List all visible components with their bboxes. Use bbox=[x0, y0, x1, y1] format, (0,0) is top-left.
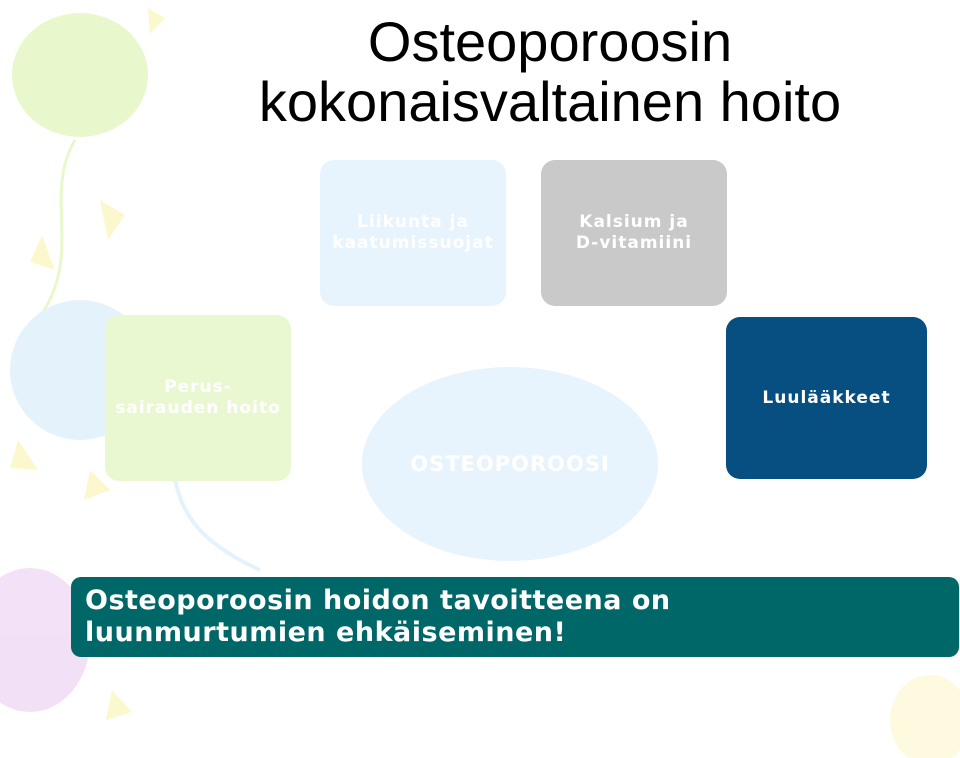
box-luulaakkeet bbox=[726, 317, 927, 479]
page-title-line1: Osteoporoosin bbox=[367, 10, 733, 73]
balloon-green-top bbox=[12, 13, 148, 137]
confetti-shape bbox=[148, 8, 165, 34]
box-luulaakkeet-line1: Luulääkkeet bbox=[762, 387, 891, 408]
center-ellipse-osteoporoosi bbox=[362, 367, 658, 561]
box-liikunta bbox=[320, 160, 506, 306]
box-kalsium-line2: D-vitamiini bbox=[575, 233, 693, 253]
balloon-yellow-corner bbox=[890, 675, 960, 758]
box-perus-line2: sairauden hoito bbox=[115, 398, 281, 418]
box-kalsium bbox=[541, 160, 727, 306]
box-liikunta-line1: Liikunta ja bbox=[357, 212, 469, 232]
confetti-shape bbox=[100, 200, 125, 240]
page-title bbox=[170, 12, 930, 132]
confetti-shape bbox=[84, 470, 110, 500]
confetti-shape bbox=[10, 440, 38, 470]
confetti-shape bbox=[30, 235, 55, 270]
goal-line1: Osteoporoosin hoidon tavoitteena on bbox=[85, 585, 671, 616]
goal-line2: luunmurtumien ehkäiseminen! bbox=[85, 617, 567, 648]
box-perus-line1: Perus- bbox=[164, 377, 232, 397]
confetti-shape bbox=[106, 690, 132, 720]
box-kalsium-line1: Kalsium ja bbox=[579, 212, 689, 232]
center-label: OSTEOPOROOSI bbox=[410, 452, 610, 476]
box-perussairaus bbox=[105, 315, 291, 481]
page-title-line2: kokonaisvaltainen hoito bbox=[258, 70, 842, 133]
goal-banner bbox=[71, 577, 959, 657]
box-liikunta-line2: kaatumissuojat bbox=[332, 233, 494, 253]
